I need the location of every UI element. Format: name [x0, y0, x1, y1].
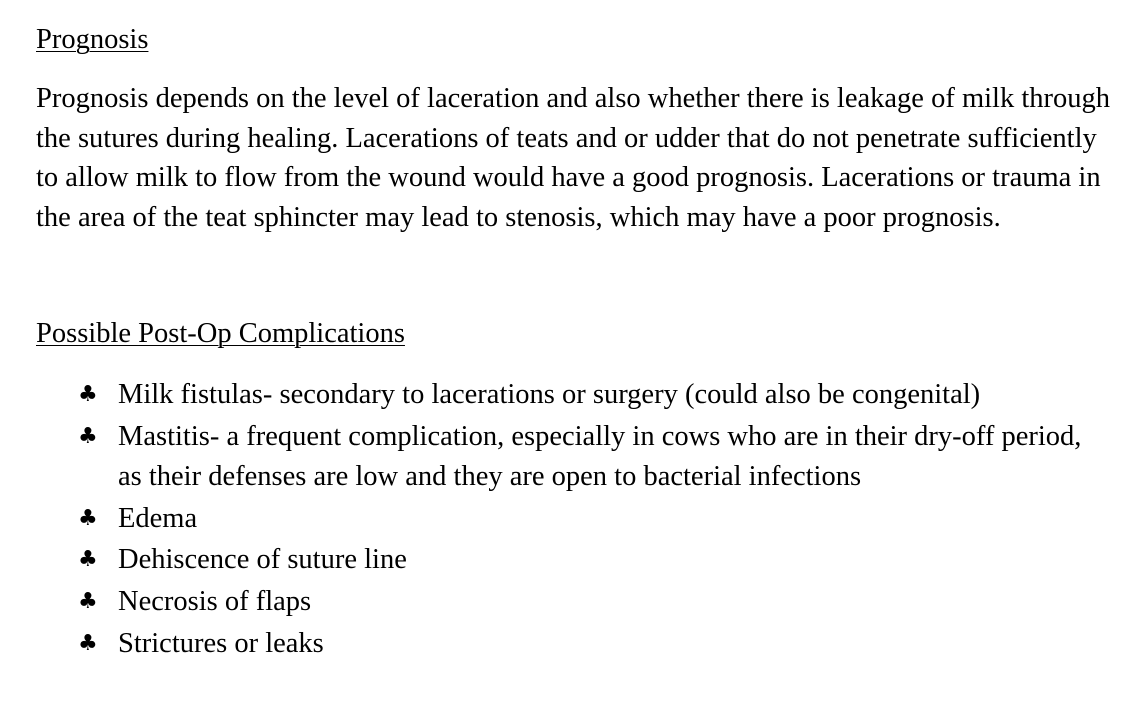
- club-icon: ♣: [78, 424, 98, 450]
- list-item-text: Milk fistulas- secondary to lacerations or surgery (could also be congenital): [118, 379, 981, 411]
- list-item: [36, 540, 1111, 580]
- list-item: [36, 582, 1111, 622]
- list-item-text: Edema: [118, 502, 198, 534]
- list-item: [36, 499, 1111, 539]
- list-item: [36, 417, 1111, 496]
- list-item: [36, 624, 1111, 664]
- club-icon: ♣: [78, 382, 98, 408]
- list-item-text: Mastitis- a frequent complication, especially in cows who are in their dry-off period, as their defenses are low and they are open to bacterial infections: [118, 421, 1082, 492]
- club-icon: ♣: [78, 505, 98, 531]
- section-heading-prognosis: Prognosis: [36, 24, 149, 55]
- prognosis-paragraph: Prognosis depends on the level of laceration and also whether there is leakage of milk through the sutures during healing. Lacerations of teats and or udder that do not penetrate sufficiently to allow milk to flow from the wound would have a good prognosis. Lacerations or trauma in the area of the teat sphincter may lead to stenosis, which may have a poor prognosis.: [36, 83, 1110, 233]
- club-icon: ♣: [78, 547, 98, 573]
- list-item-text: Necrosis of flaps: [118, 586, 312, 618]
- club-icon: ♣: [78, 589, 98, 615]
- list-item-text: Dehiscence of suture line: [118, 544, 407, 576]
- complications-list: [36, 375, 1111, 663]
- list-item-text: Strictures or leaks: [118, 627, 324, 659]
- section-heading-complications: Possible Post-Op Complications: [36, 318, 405, 350]
- club-icon: ♣: [78, 630, 98, 656]
- list-item: [36, 375, 1111, 415]
- document-page: [36, 22, 1111, 666]
